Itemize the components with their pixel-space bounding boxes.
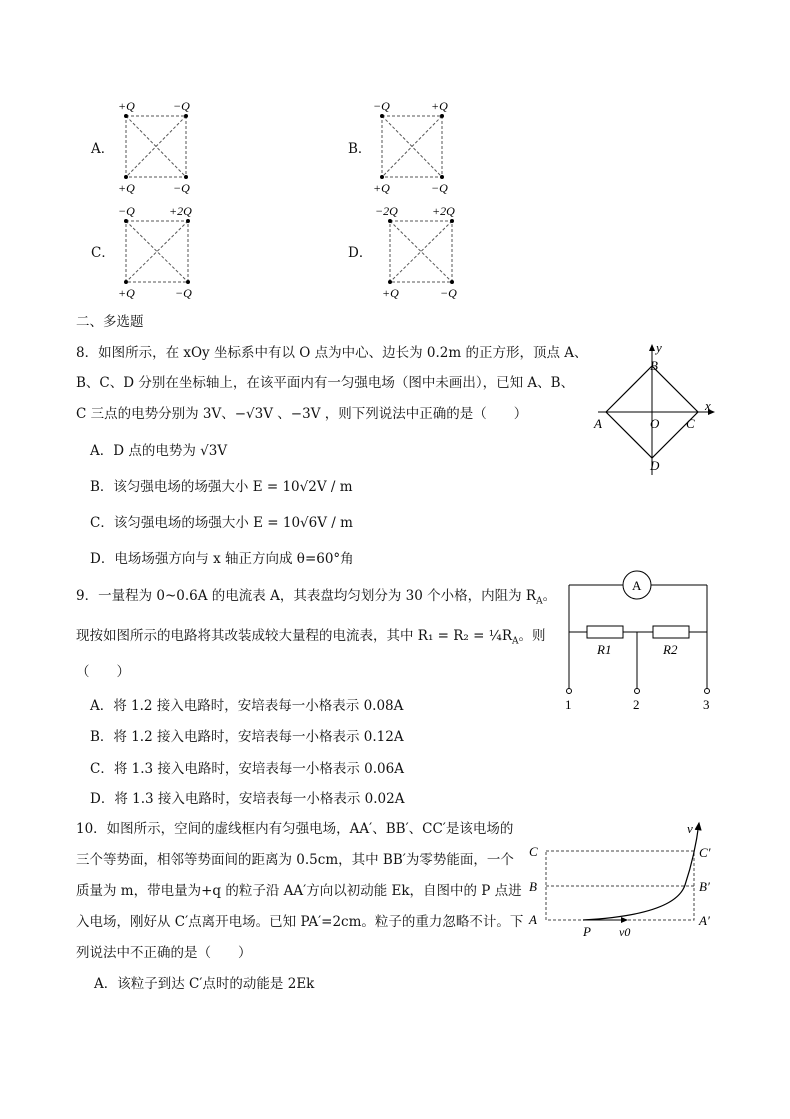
charge-tr: +2Q [169,204,192,218]
q9-line2-text: 现按如图所示的电路将其改装成较大量程的电流表，其中 R₁ = R₂ = ¼R [76,628,512,644]
q10-line3: 质量为 m，带电量为+q 的粒子沿 AA′方向以初动能 Ek，自图中的 P 点进 [76,883,522,899]
terminal-2: 2 [633,697,640,712]
charge-tl: −Q [118,204,135,218]
charge-square-d [372,201,467,301]
q9-line1-text: 9．一量程为 0~0.6A 的电流表 A，其表盘均匀划分为 30 个小格，内阻为 R [76,588,537,604]
charge-br: −Q [440,286,457,300]
q9-option-c: C．将 1.3 接入电路时，安培表每一小格表示 0.06A [90,761,404,777]
charge-br: −Q [175,286,192,300]
q9-option-b: B．将 1.2 接入电路时，安培表每一小格表示 0.12A [90,729,404,745]
charge-tr: −Q [173,99,190,113]
axis-y-label: y [656,340,662,355]
axis-x-label: x [705,398,711,413]
q9-line2 [76,627,545,651]
charge-tl: +Q [118,99,135,113]
plane-cp-label: C′ [699,845,711,860]
q8-option-c: C．该匀强电场的场强大小 E = 10√6V / m [90,515,353,531]
vertex-a: A [594,416,602,431]
vertex-b: B [650,358,658,373]
q10-field-figure [525,815,725,940]
q10-line2: 三个等势面，相邻等势面间的距离为 0.5cm，其中 BB′为零势能面，一个 [76,852,514,868]
q9-option-a: A．将 1.2 接入电路时，安培表每一小格表示 0.08A [90,698,404,714]
plane-c-label: C [529,844,538,859]
ammeter-label: A [632,578,642,593]
plane-ap-label: A′ [699,913,710,928]
q9-line1-end: 。 [542,588,557,604]
charge-square-b [369,97,464,197]
q10-option-a: A．该粒子到达 C′点时的动能是 2Ek [94,976,315,992]
velocity-v-label: v [687,821,693,836]
q9-line2-end: 。则 [518,628,546,644]
resistor-r1-label: R1 [597,642,612,657]
origin-o: O [650,416,660,431]
plane-bp-label: B′ [699,879,710,894]
vertex-d: D [650,458,660,473]
option-d-letter: D． [348,245,373,261]
q9-line1 [76,587,556,611]
q9-line1-sub: A [536,596,543,607]
charge-square-c [115,201,210,301]
section-title: 二、多选题 [76,314,144,330]
charge-bl: +Q [118,286,135,300]
velocity-v0-label: v0 [619,925,631,939]
charge-tr: +2Q [432,204,455,218]
charge-bl: +Q [373,181,390,195]
resistor-r2-label: R2 [663,642,678,657]
terminal-1: 1 [565,697,572,712]
q10-line4: 入电场，刚好从 C′点离开电场。已知 PA′=2cm。粒子的重力忽略不计。下 [76,914,524,930]
vertex-c: C [686,416,695,431]
q10-line5: 列说法中不正确的是（ ） [76,945,252,961]
option-b-letter: B． [348,141,372,157]
charge-br: −Q [431,181,448,195]
charge-br: −Q [173,181,190,195]
q8-option-a: A．D 点的电势为 √3V [90,443,228,459]
q9-option-d: D．将 1.3 接入电路时，安培表每一小格表示 0.02A [90,791,405,807]
point-p-label: P [583,924,591,939]
q8-option-d: D．电场场强方向与 x 轴正方向成 θ=60°角 [90,551,354,567]
q8-option-b: B．该匀强电场的场强大小 E = 10√2V / m [90,479,353,495]
q9-line2-sub: A [511,636,519,647]
terminal-3: 3 [703,697,710,712]
charge-bl: +Q [118,181,135,195]
q8-line3: C 三点的电势分别为 3V、−√3V 、−3V ，则下列说法中正确的是（ ） [76,406,528,422]
q10-line1: 10．如图所示，空间的虚线框内有匀强电场，AA′、BB′、CC′是该电场的 [76,821,514,837]
option-a-letter: A． [91,141,115,157]
q9-circuit-figure [555,570,725,715]
q8-line1: 8．如图所示，在 xOy 坐标系中有以 O 点为中心、边长为 0.2m 的正方形，顶点 A、 [76,345,588,361]
plane-a-label: A [529,912,537,927]
charge-bl: +Q [382,286,399,300]
option-c-letter: C． [91,245,115,261]
q8-square-figure [590,340,720,480]
q8-line2: B、C、D 分别在坐标轴上，在该平面内有一匀强电场（图中未画出），已知 A、B、 [76,375,575,391]
charge-tr: +Q [431,99,448,113]
q9-line3: （ ） [76,664,130,680]
charge-tl: −2Q [375,204,398,218]
charge-square-a [115,97,205,197]
charge-tl: −Q [373,99,390,113]
plane-b-label: B [529,879,537,894]
